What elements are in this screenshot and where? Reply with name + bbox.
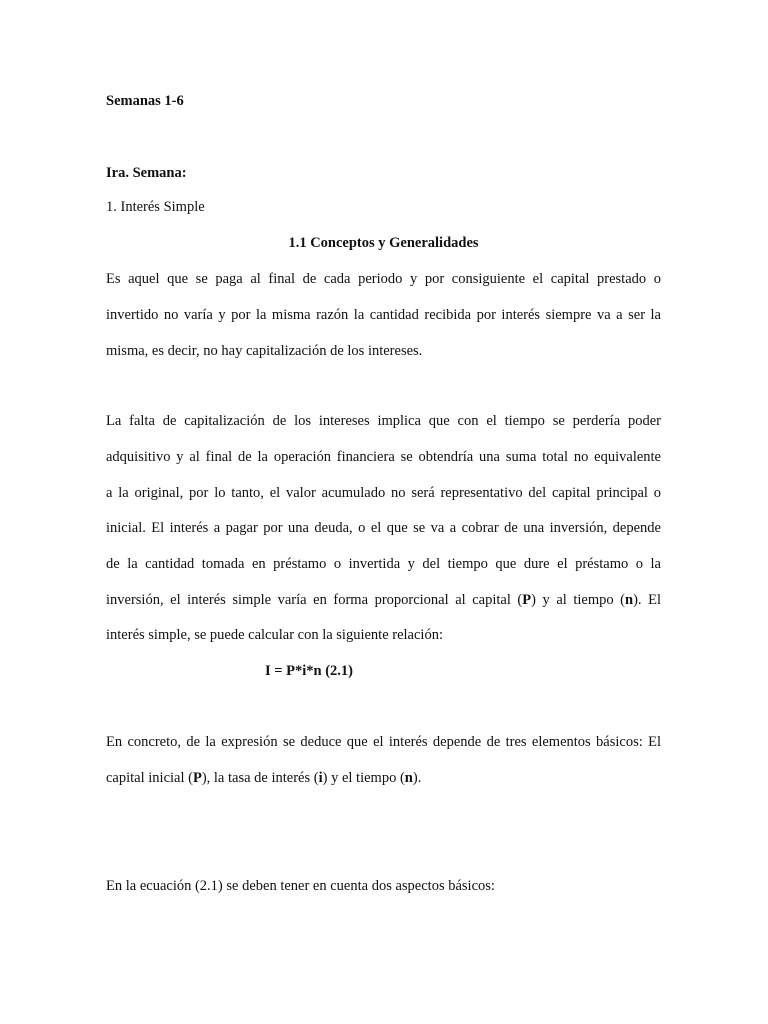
paragraph-2-line-6: inversión, el interés simple varía en forma proporcional al capital (P) y al tiempo (n). El bbox=[106, 592, 661, 608]
paragraph-2-line-1: La falta de capitalización de los intereses implica que con el tiempo se perdería poder bbox=[106, 413, 661, 429]
paragraph-3-line-1: En concreto, de la expresión se deduce que el interés depende de tres elementos básicos: El bbox=[106, 734, 661, 750]
formula-2-1: I = P*i*n (2.1) bbox=[265, 663, 354, 679]
subsection-title: 1.1 Conceptos y Generalidades bbox=[288, 235, 479, 251]
paragraph-1-line-1: Es aquel que se paga al final de cada periodo y por consiguiente el capital prestado o bbox=[106, 271, 661, 287]
paragraph-3-line-2: capital inicial (P), la tasa de interés (i) y el tiempo (n). bbox=[106, 770, 422, 786]
paragraph-2-line-2: adquisitivo y al final de la operación financiera se obtendría una suma total no equivalente bbox=[106, 449, 661, 465]
paragraph-2-line-5: de la cantidad tomada en préstamo o invertida y del tiempo que dure el préstamo o la bbox=[106, 556, 661, 572]
week-title: Ira. Semana: bbox=[106, 165, 187, 181]
paragraph-1-line-3: misma, es decir, no hay capitalización de los intereses. bbox=[106, 343, 423, 359]
section-title: 1. Interés Simple bbox=[106, 199, 205, 215]
paragraph-1-line-2: invertido no varía y por la misma razón la cantidad recibida por interés siempre va a ser la bbox=[106, 307, 661, 323]
paragraph-2-line-3: a la original, por lo tanto, el valor acumulado no será representativo del capital principal o bbox=[106, 485, 661, 501]
paragraph-4-line-1: En la ecuación (2.1) se deben tener en cuenta dos aspectos básicos: bbox=[106, 878, 495, 894]
paragraph-2-line-4: inicial. El interés a pagar por una deuda, o el que se va a cobrar de una inversión, depende bbox=[106, 520, 661, 536]
document-heading: Semanas 1-6 bbox=[106, 93, 184, 109]
paragraph-2-line-7: interés simple, se puede calcular con la siguiente relación: bbox=[106, 627, 443, 643]
